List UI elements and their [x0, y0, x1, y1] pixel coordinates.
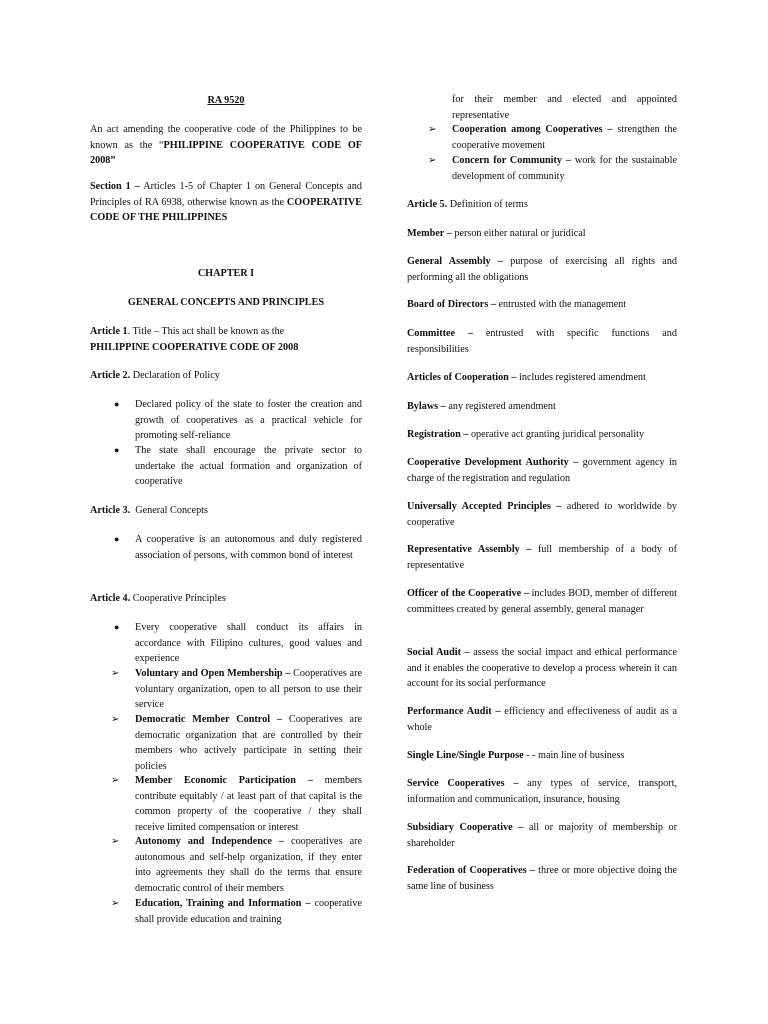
definition-item	[407, 326, 677, 357]
bullet-icon: ●	[114, 445, 120, 455]
chapter-heading: CHAPTER I	[197, 268, 255, 279]
principle-item	[90, 666, 362, 713]
arrow-bullet-icon: ➢	[111, 898, 120, 909]
definition-term: Cooperative Development Authority –	[407, 457, 579, 468]
definition-term: Registration –	[407, 429, 469, 440]
arrow-bullet-icon: ➢	[111, 714, 120, 725]
article-1-bold: PHILIPPINE COOPERATIVE CODE OF 2008	[90, 341, 299, 353]
bullet-icon: ●	[114, 622, 120, 632]
definition-term: Member –	[407, 228, 452, 239]
arrow-bullet-icon: ➢	[111, 775, 120, 786]
definition-desc: assess the social impact and ethical performance and it enables the cooperative to develop a process wherein it can account for its social performance	[407, 647, 677, 689]
definition-term: Subsidiary Cooperative –	[407, 822, 524, 833]
article-3-text: General Concepts	[130, 505, 208, 516]
definition-item	[407, 499, 677, 530]
arrow-bullet-icon: ➢	[428, 124, 437, 135]
definition-desc: government agency in charge of the registration and regulation	[407, 457, 677, 484]
article-5-heading	[407, 197, 677, 213]
definition-desc: purpose of exercising all rights and performing all the obligations	[407, 256, 678, 283]
principle-item	[407, 153, 677, 184]
definition-desc: entrusted with specific functions and responsibilities	[407, 328, 677, 355]
definition-desc: any types of service, transport, information and communication, insurance, housing	[407, 778, 678, 805]
definition-item	[407, 399, 677, 415]
principle-item	[90, 896, 362, 927]
principle-desc: work for the sustainable development of community	[452, 155, 677, 182]
document-title: RA 9520	[207, 95, 245, 106]
definition-term: Social Audit –	[407, 647, 470, 658]
arrow-bullet-icon: ➢	[428, 155, 437, 166]
principle-term: Concern for Community –	[452, 155, 571, 166]
definition-term: Representative Assembly –	[407, 544, 532, 555]
article-1	[90, 324, 362, 355]
definition-term: Bylaws –	[407, 401, 446, 412]
article-4-text: Cooperative Principles	[130, 593, 226, 604]
article-2-bullet	[90, 397, 362, 444]
bullet-icon: ●	[114, 399, 120, 409]
principle-term: Cooperation among Cooperatives –	[452, 124, 613, 135]
definition-desc: adhered to worldwide by cooperative	[407, 501, 678, 528]
definition-item	[407, 586, 677, 617]
section-1-paragraph	[90, 179, 362, 226]
definition-item	[407, 645, 677, 692]
section-1-text: Articles 1-5 of Chapter 1 on General Concepts and Principles of RA 6938, otherwise known as the	[90, 181, 362, 208]
principle-desc: Cooperatives are democratic organization that are controlled by their members who actively participate in setting their policies	[135, 714, 362, 772]
definition-desc: includes registered amendment	[516, 372, 646, 383]
definition-term: Board of Directors –	[407, 299, 496, 310]
definition-desc: any registered amendment	[445, 401, 556, 412]
article-4-label: Article 4.	[90, 593, 131, 604]
definition-desc: full membership of a body of representative	[407, 544, 677, 571]
article-2-bullet	[90, 443, 362, 490]
definition-term: Federation of Cooperatives –	[407, 865, 535, 876]
bullet-text: Every cooperative shall conduct its affairs in accordance with Filipino cultures, good values and experience	[135, 622, 362, 664]
definition-item	[407, 863, 677, 894]
principle-desc: Cooperatives are voluntary organization, open to all person to use their service	[135, 668, 362, 710]
article-2-text: Declaration of Policy	[130, 370, 220, 381]
definition-desc: entrusted with the management	[495, 299, 627, 310]
definition-desc: three or more objective doing the same line of business	[407, 865, 677, 892]
principle-term: Voluntary and Open Membership –	[135, 668, 291, 679]
article-4-heading	[90, 591, 362, 607]
intro-text: An act amending the cooperative code of the Philippines to be known as the “	[90, 124, 362, 151]
definition-term: General Assembly –	[407, 256, 503, 267]
article-5-text: Definition of terms	[447, 199, 528, 210]
definition-desc: includes BOD, member of different committees created by general assembly, general manager	[407, 588, 677, 615]
article-3-label: Article 3.	[90, 505, 131, 516]
principle-item	[407, 122, 677, 153]
definition-item	[407, 542, 677, 573]
definition-item	[407, 254, 677, 285]
definition-term: Committee –	[407, 328, 474, 339]
article-3-bullet	[90, 532, 362, 563]
definition-item	[407, 455, 677, 486]
article-2-label: Article 2.	[90, 370, 131, 381]
definition-term: Officer of the Cooperative –	[407, 588, 529, 599]
principle-item	[90, 834, 362, 896]
article-1-text: . Title – This act shall be known as the	[127, 326, 285, 337]
definition-desc: operative act granting juridical personality	[468, 429, 645, 440]
bullet-text: A cooperative is an autonomous and duly registered association of persons, with common bond of interest	[135, 534, 362, 561]
article-1-label: Article 1	[90, 326, 128, 337]
definition-term: Service Cooperatives –	[407, 778, 519, 789]
chapter-title: GENERAL CONCEPTS AND PRINCIPLES	[127, 297, 325, 308]
article-5-label: Article 5.	[407, 199, 448, 210]
continued-text: for their member and elected and appointed representative	[452, 94, 677, 121]
intro-paragraph	[90, 122, 362, 169]
arrow-bullet-icon: ➢	[111, 668, 120, 679]
definition-item	[407, 226, 677, 242]
definition-term: Performance Audit –	[407, 706, 501, 717]
principle-desc: members contribute equitably / at least part of that capital is the common property of the cooperative / they shall receive limited compensation or interest	[135, 775, 362, 833]
definition-item	[407, 297, 677, 313]
definition-term: Universally Accepted Principles –	[407, 501, 562, 512]
principle-desc: cooperatives are autonomous and self-help organization, if they enter into agreements they shall do the terms that ensure democratic control of their members	[135, 836, 363, 894]
article-3-heading	[90, 503, 362, 519]
definition-item	[407, 427, 677, 443]
principle-item	[90, 773, 362, 835]
bullet-text: Declared policy of the state to foster the creation and growth of cooperatives as a practical vehicle for promoting self-reliance	[135, 399, 362, 441]
definition-desc: - - main line of business	[523, 750, 625, 761]
definition-desc: efficiency and effectiveness of audit as a whole	[407, 706, 677, 733]
definition-item	[407, 748, 677, 764]
definition-item	[407, 370, 677, 386]
article-4-bullet	[90, 620, 362, 667]
article-2-heading	[90, 368, 362, 384]
definition-desc: all or majority of membership or shareholder	[407, 822, 677, 849]
definition-item	[407, 776, 677, 807]
definition-item	[407, 704, 677, 735]
principle-term: Education, Training and Information –	[135, 898, 311, 909]
principle-desc: cooperative shall provide education and training	[135, 898, 363, 925]
bullet-icon: ●	[114, 534, 120, 544]
principle-desc: strengthen the cooperative movement	[452, 124, 677, 151]
definition-term: Articles of Cooperation –	[407, 372, 517, 383]
principle-item	[90, 712, 362, 774]
principle-term: Democratic Member Control –	[135, 714, 283, 725]
definition-desc: person either natural or juridical	[451, 228, 586, 239]
intro-bold: PHILIPPINE COOPERATIVE CODE OF 2008”	[90, 139, 363, 166]
definition-item	[407, 820, 677, 851]
bullet-text: The state shall encourage the private sector to undertake the actual formation and organization of cooperative	[135, 445, 362, 487]
principle-term: Member Economic Participation –	[135, 775, 313, 786]
section-1-label: Section 1 –	[90, 181, 140, 192]
definition-term: Single Line/Single Purpose	[407, 750, 524, 761]
principle-term: Autonomy and Independence –	[135, 836, 285, 847]
arrow-bullet-icon: ➢	[111, 836, 120, 847]
section-1-bold: COOPERATIVE CODE OF THE PHILIPPINES	[90, 196, 362, 223]
